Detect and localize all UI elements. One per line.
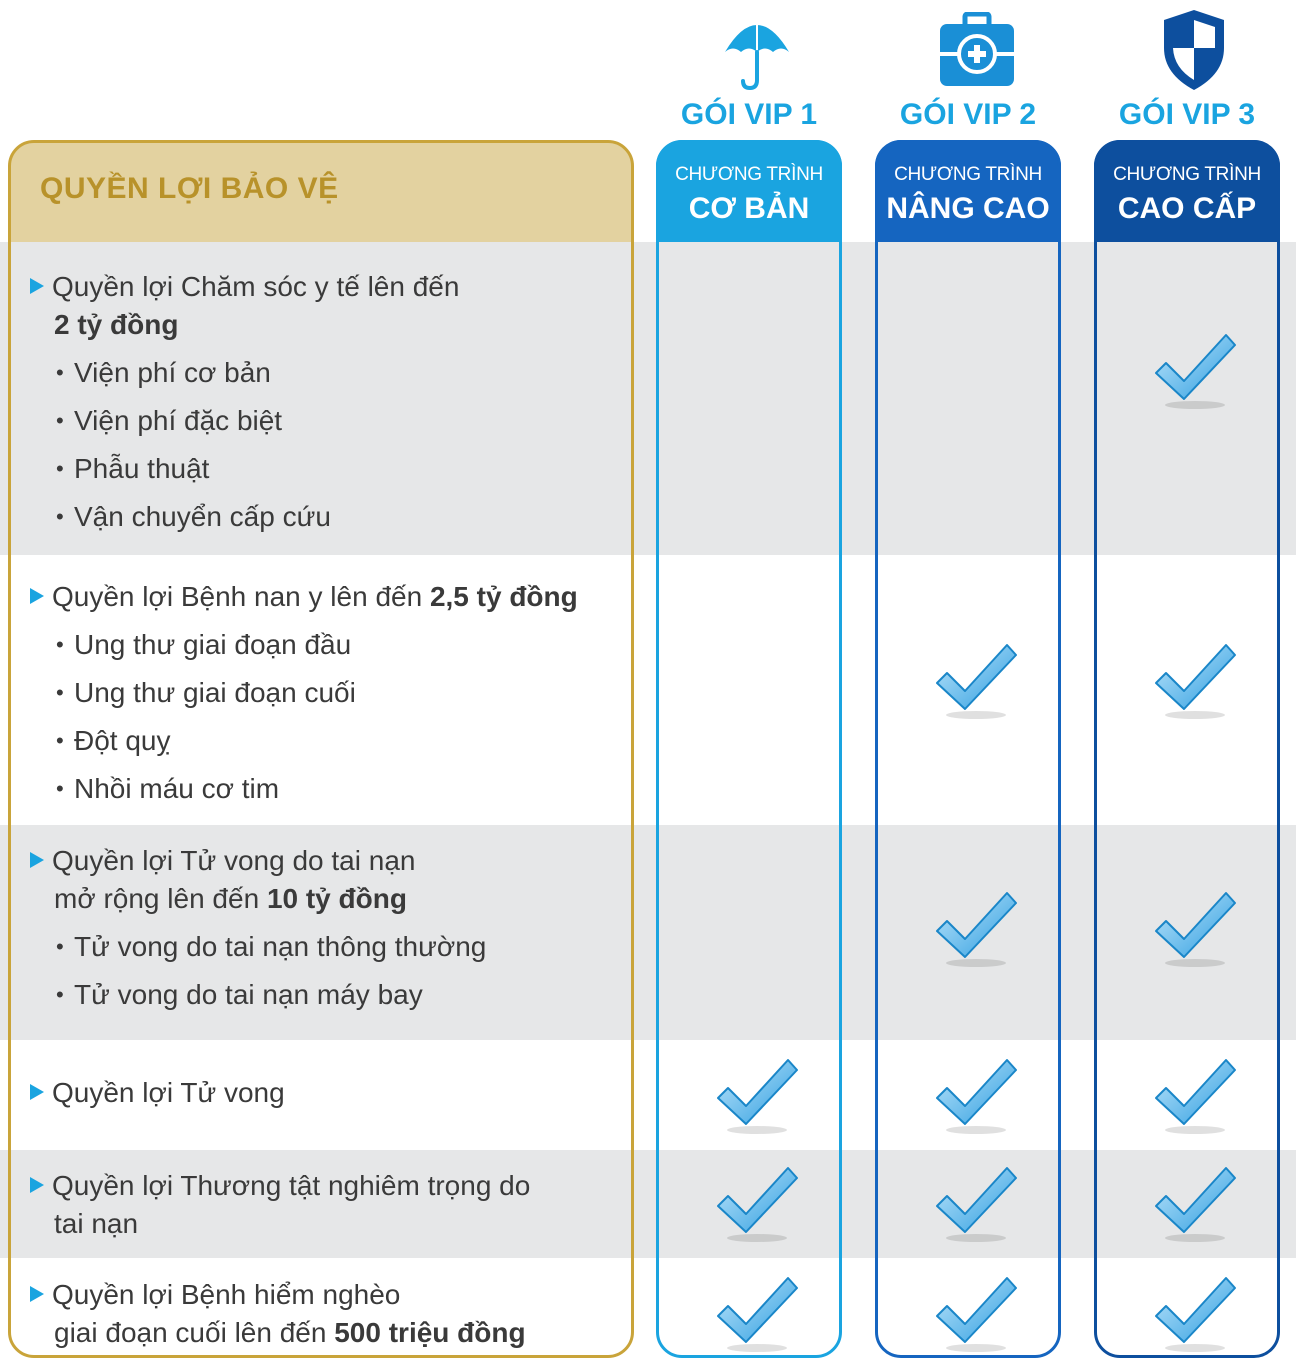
arrow-icon bbox=[30, 852, 44, 868]
check-icon bbox=[714, 1160, 800, 1246]
benefit-subtitle: giai đoạn cuối lên đến bbox=[54, 1317, 327, 1348]
check-icon bbox=[1152, 1160, 1238, 1246]
arrow-icon bbox=[30, 278, 44, 294]
benefit-item: • Ung thư giai đoạn đầu bbox=[30, 626, 630, 664]
benefit-item: • Tử vong do tai nạn thông thường bbox=[30, 928, 630, 966]
arrow-icon bbox=[30, 1177, 44, 1193]
benefit-row-medical-care bbox=[30, 268, 630, 536]
check-icon bbox=[1152, 327, 1238, 413]
program-label: CHƯƠNG TRÌNH bbox=[894, 164, 1042, 185]
check-icon bbox=[933, 1270, 1019, 1356]
benefit-amount: 10 tỷ đồng bbox=[266, 883, 407, 914]
benefits-header: QUYỀN LỢI BẢO VỆ bbox=[40, 172, 339, 205]
benefit-title: Quyền lợi Tử vong bbox=[52, 1077, 285, 1108]
benefit-subtitle: tai nạn bbox=[54, 1208, 139, 1239]
benefit-row-death bbox=[30, 1074, 630, 1112]
benefit-row-serious-injury bbox=[30, 1167, 630, 1243]
benefit-title: Quyền lợi Chăm sóc y tế lên đến bbox=[52, 271, 460, 302]
check-icon bbox=[1152, 885, 1238, 971]
benefit-title: Quyền lợi Bệnh nan y lên đến bbox=[52, 581, 423, 612]
package-header-vip1 bbox=[656, 140, 842, 242]
check-icon bbox=[1152, 1270, 1238, 1356]
check-icon bbox=[714, 1270, 800, 1356]
program-level: CAO CẤP bbox=[1117, 192, 1257, 225]
benefit-item: • Ung thư giai đoạn cuối bbox=[30, 674, 630, 712]
benefit-title: Quyền lợi Thương tật nghiêm trọng do bbox=[52, 1170, 531, 1201]
check-icon bbox=[933, 1160, 1019, 1246]
program-level: NÂNG CAO bbox=[886, 192, 1050, 225]
benefit-title: Quyền lợi Tử vong do tai nạn bbox=[52, 845, 416, 876]
package-header-vip2 bbox=[875, 140, 1061, 242]
arrow-icon bbox=[30, 1286, 44, 1302]
program-level: CƠ BẢN bbox=[688, 192, 810, 225]
benefit-item: • Phẫu thuật bbox=[30, 450, 630, 488]
benefit-title: Quyền lợi Bệnh hiểm nghèo bbox=[52, 1279, 401, 1310]
benefit-amount: 500 triệu đồng bbox=[334, 1317, 526, 1348]
check-icon bbox=[933, 1052, 1019, 1138]
benefit-amount: 2,5 tỷ đồng bbox=[429, 581, 578, 612]
package-title-vip2: GÓI VIP 2 bbox=[899, 98, 1037, 131]
benefit-row-critical-illness bbox=[30, 578, 630, 808]
shield-icon bbox=[1160, 8, 1228, 92]
package-title-vip3: GÓI VIP 3 bbox=[1118, 98, 1256, 131]
check-icon bbox=[933, 885, 1019, 971]
arrow-icon bbox=[30, 588, 44, 604]
program-label: CHƯƠNG TRÌNH bbox=[675, 164, 823, 185]
arrow-icon bbox=[30, 1084, 44, 1100]
check-icon bbox=[933, 637, 1019, 723]
benefit-item: • Vận chuyển cấp cứu bbox=[30, 498, 630, 536]
benefit-amount: 2 tỷ đồng bbox=[54, 309, 179, 340]
benefit-item: • Viện phí cơ bản bbox=[30, 354, 630, 392]
benefit-item: • Đột quỵ bbox=[30, 722, 630, 760]
benefit-row-terminal-illness bbox=[30, 1276, 630, 1352]
benefit-item: • Tử vong do tai nạn máy bay bbox=[30, 976, 630, 1014]
check-icon bbox=[714, 1052, 800, 1138]
benefit-row-accidental-death bbox=[30, 842, 630, 1014]
benefit-subtitle: mở rộng lên đến bbox=[54, 883, 260, 914]
benefit-item: • Viện phí đặc biệt bbox=[30, 402, 630, 440]
package-title-vip1: GÓI VIP 1 bbox=[680, 98, 818, 131]
package-header-vip3 bbox=[1094, 140, 1280, 242]
program-label: CHƯƠNG TRÌNH bbox=[1113, 164, 1261, 185]
medical-kit-icon bbox=[938, 12, 1016, 88]
benefit-item: • Nhồi máu cơ tim bbox=[30, 770, 630, 808]
umbrella-icon bbox=[722, 10, 792, 92]
check-icon bbox=[1152, 637, 1238, 723]
check-icon bbox=[1152, 1052, 1238, 1138]
